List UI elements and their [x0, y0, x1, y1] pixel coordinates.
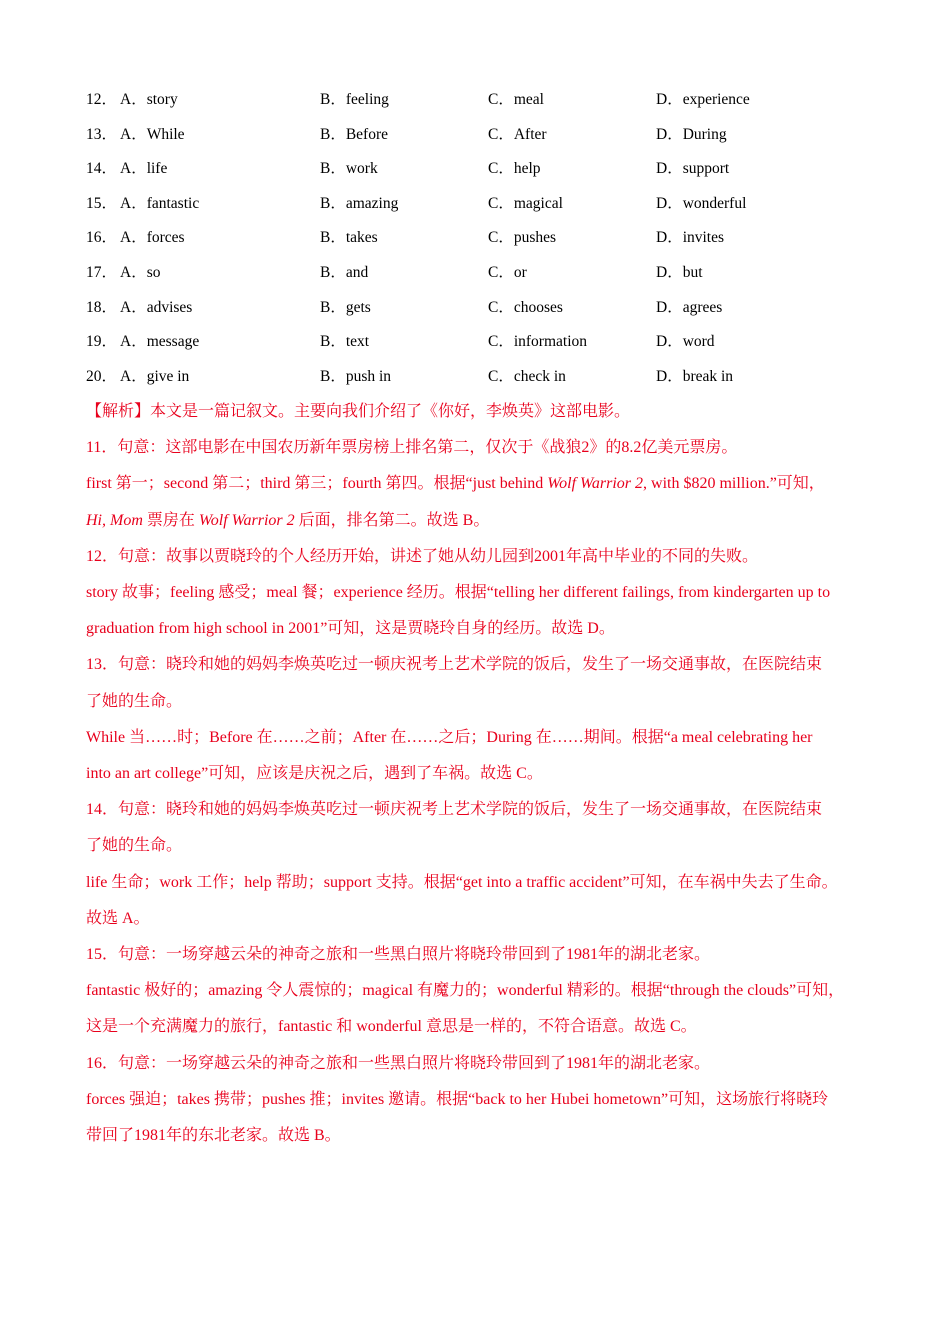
option-d: D．but — [656, 263, 703, 281]
film-title: Hi, Mom — [86, 511, 143, 529]
option-c: C．chooses — [488, 298, 563, 316]
answer-options-table — [86, 88, 866, 399]
analysis-intro: 【解析】本文是一篇记叙文。主要向我们介绍了《你好，李焕英》这部电影。 — [86, 403, 631, 420]
option-b: B．push in — [320, 367, 392, 385]
option-d: D．break in — [656, 367, 734, 385]
q11-text: 后面，排名第二。故选 B。 — [294, 511, 490, 529]
option-d: D．invites — [656, 229, 725, 247]
option-c: C．information — [488, 333, 588, 351]
q15-explanation-line2: 这是一个充满魔力的旅行，fantastic 和 wonderful 意思是一样的，不符合语意。故选 C。 — [86, 1018, 697, 1036]
question-number: 18． — [86, 298, 118, 316]
option-b: B．amazing — [320, 194, 399, 212]
option-a: A．story — [120, 91, 178, 108]
option-row-18 — [86, 296, 866, 331]
option-a: A．While — [120, 125, 185, 143]
option-row-17 — [86, 261, 866, 296]
option-d: D．During — [656, 125, 727, 143]
q14-explanation-line2: 故选 A。 — [86, 909, 150, 927]
q11-text: , with $820 million.”可知， — [643, 475, 825, 493]
q11-meaning: 11．句意：这部电影在中国农历新年票房榜上排名第二，仅次于《战狼2》的8.2亿美元票房。 — [86, 439, 738, 457]
q15-meaning: 15．句意：一场穿越云朵的神奇之旅和一些黑白照片将晓玲带回到了1981年的湖北老家。 — [86, 946, 711, 964]
analysis-section — [86, 394, 876, 1154]
option-a: A．message — [120, 333, 200, 351]
question-number: 15． — [86, 194, 118, 212]
option-row-13 — [86, 123, 866, 158]
option-c: C．check in — [488, 367, 566, 385]
option-row-19 — [86, 330, 866, 365]
q14-meaning-line1: 14．句意：晓玲和她的妈妈李焕英吃过一顿庆祝考上艺术学院的饭后，发生了一场交通事故，在医院结束 — [86, 801, 823, 819]
film-title: Wolf Warrior 2 — [547, 475, 644, 493]
option-b: B．work — [320, 160, 378, 178]
option-d: D．wonderful — [656, 194, 747, 212]
option-c: C．After — [488, 125, 547, 143]
q16-explanation-line1: forces 强迫；takes 携带；pushes 推；invites 邀请。根据“back to her Hubei hometown”可知，这场旅行将晓玲 — [86, 1090, 829, 1108]
option-d: D．agrees — [656, 298, 723, 316]
q13-meaning-line2: 了她的生命。 — [86, 692, 183, 710]
option-b: B．feeling — [320, 91, 389, 108]
option-d: D．word — [656, 333, 715, 351]
option-a: A．life — [120, 160, 168, 178]
q14-explanation-line1: life 生命；work 工作；help 帮助；support 支持。根据“get into a traffic accident”可知，在车祸中失去了生命。 — [86, 873, 838, 891]
option-row-16 — [86, 226, 866, 261]
option-b: B．Before — [320, 125, 389, 143]
option-b: B．gets — [320, 298, 371, 316]
option-c: C．help — [488, 160, 541, 178]
question-number: 19． — [86, 333, 118, 351]
question-number: 12． — [86, 91, 118, 108]
option-b: B．and — [320, 263, 369, 281]
option-b: B．text — [320, 333, 370, 351]
option-c: C．meal — [488, 91, 544, 108]
option-c: C．pushes — [488, 229, 557, 247]
option-a: A．give in — [120, 367, 190, 385]
q16-explanation-line2: 带回了1981年的东北老家。故选 B。 — [86, 1127, 341, 1145]
option-d: D．support — [656, 160, 730, 178]
question-number: 13． — [86, 125, 118, 143]
q11-text: first 第一；second 第二；third 第三；fourth 第四。根据“just behind — [86, 475, 548, 493]
question-number: 16． — [86, 229, 118, 247]
q14-meaning-line2: 了她的生命。 — [86, 837, 183, 855]
option-d: D．experience — [656, 91, 750, 108]
question-number: 20． — [86, 367, 118, 385]
option-a: A．so — [120, 263, 161, 281]
q11-text: 票房在 — [142, 511, 199, 529]
q13-explanation-line1: While 当……时；Before 在……之前；After 在……之后；During 在……期间。根据“a meal celebrating her — [86, 728, 813, 746]
question-number: 14． — [86, 160, 118, 178]
q13-meaning-line1: 13．句意：晓玲和她的妈妈李焕英吃过一顿庆祝考上艺术学院的饭后，发生了一场交通事故，在医院结束 — [86, 656, 823, 674]
question-number: 17． — [86, 263, 118, 281]
q16-meaning: 16．句意：一场穿越云朵的神奇之旅和一些黑白照片将晓玲带回到了1981年的湖北老家。 — [86, 1054, 711, 1072]
option-a: A．advises — [120, 298, 193, 316]
q11-explanation-line1 — [86, 466, 876, 502]
option-c: C．or — [488, 263, 527, 281]
q13-explanation-line2: into an art college”可知，应该是庆祝之后，遇到了车祸。故选 C。 — [86, 765, 543, 783]
option-row-12 — [86, 88, 866, 123]
option-row-14 — [86, 157, 866, 192]
q12-meaning: 12．句意：故事以贾晓玲的个人经历开始，讲述了她从幼儿园到2001年高中毕业的不同的失败。 — [86, 547, 759, 565]
film-title: Wolf Warrior 2 — [198, 511, 295, 529]
q12-explanation-line2: graduation from high school in 2001”可知，这是贾晓玲自身的经历。故选 D。 — [86, 620, 615, 638]
option-b: B．takes — [320, 229, 378, 247]
q12-explanation-line1: story 故事；feeling 感受；meal 餐；experience 经历。根据“telling her different failings, from kindergarten up to — [86, 584, 831, 602]
option-a: A．fantastic — [120, 194, 200, 212]
option-row-15 — [86, 192, 866, 227]
option-a: A．forces — [120, 229, 185, 247]
option-c: C．magical — [488, 194, 563, 212]
q15-explanation-line1: fantastic 极好的；amazing 令人震惊的；magical 有魔力的；wonderful 精彩的。根据“through the clouds”可知， — [86, 982, 845, 1000]
q11-explanation-line2 — [86, 503, 876, 539]
